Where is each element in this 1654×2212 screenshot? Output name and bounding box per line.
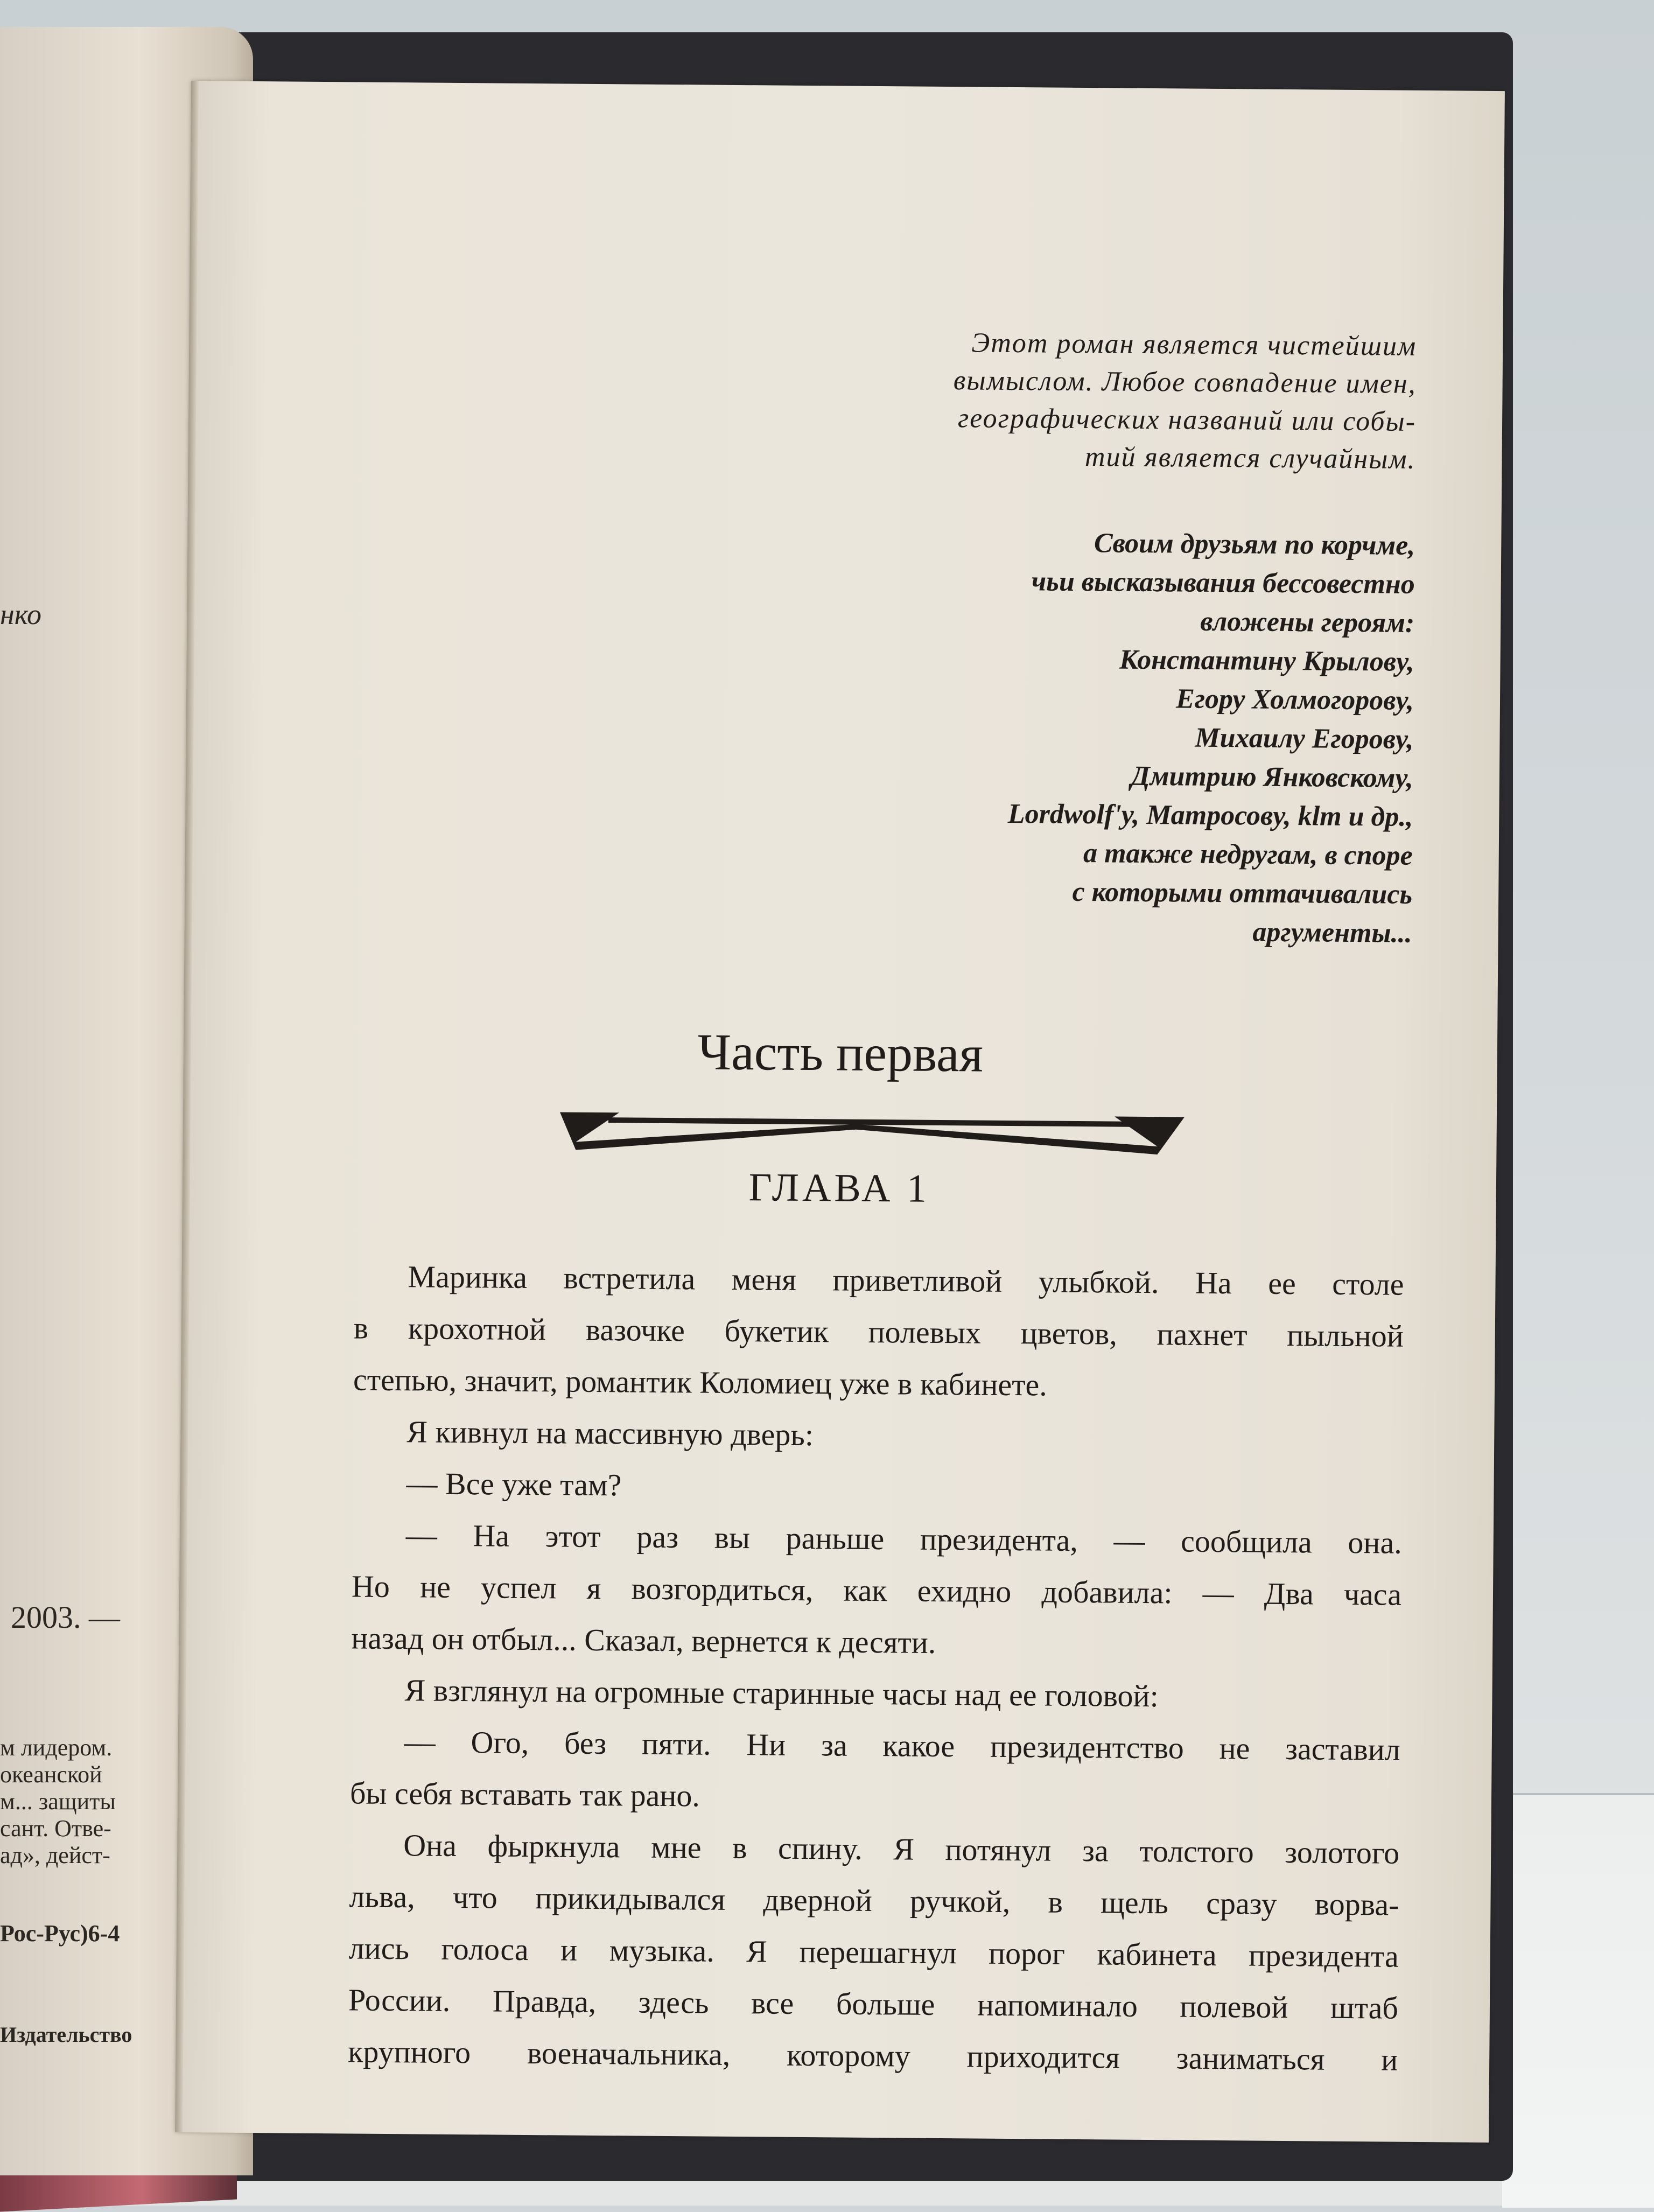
body-line: назад он отбыл... Сказал, вернется к десяти. — [351, 1620, 936, 1660]
body-line: льва, что прикидывался дверной ручкой, в щель сразу ворва- — [349, 1879, 1399, 1922]
left-page-fragment: сант. Отве- — [0, 1815, 111, 1842]
dedication-line: Егору Холмогорову, — [1175, 683, 1414, 716]
dedication-line: с которыми оттачивались — [1072, 876, 1413, 910]
body-line: крупного военачальника, которому приходится заниматься и — [348, 2034, 1398, 2077]
right-page — [175, 81, 1505, 2143]
left-page-fragment: ад», дейст- — [0, 1842, 110, 1868]
dedication-line: Константину Крылову, — [1119, 644, 1414, 677]
left-page-fragment: нко — [0, 598, 41, 631]
left-page-fragment: м лидером. — [0, 1734, 113, 1761]
dedication-line: чьи высказывания бессовестно — [1031, 566, 1415, 600]
chapter-title: ГЛАВА 1 — [748, 1165, 930, 1211]
epigraph-line: вымыслом. Любое совпадение имен, — [953, 365, 1417, 400]
background-shelf — [1502, 1793, 1654, 2208]
left-page-fragment: м... защиты — [0, 1788, 116, 1815]
dedication-line: Дмитрию Янковскому, — [1131, 760, 1414, 794]
body-line: России. Правда, здесь все больше напоминало полевой штаб — [348, 1982, 1399, 2026]
body-line: лись голоса и музыка. Я перешагнул порог кабинета президента — [348, 1930, 1399, 1974]
body-line: Маринка встретила меня приветливой улыбкой. На ее столе — [408, 1259, 1404, 1302]
dedication-line: а также недругам, в споре — [1083, 838, 1413, 871]
dedication-line: Михаилу Егорову, — [1195, 722, 1414, 755]
epigraph-line: Этот роман является чистейшим — [971, 327, 1417, 362]
epigraph-line: тий является случайным. — [1084, 442, 1416, 475]
left-page-fragment: 2003. — — [11, 1600, 120, 1635]
dedication-line: Lordwolf'у, Матросову, klm и др., — [1007, 798, 1413, 832]
left-page-fragment: Издательство — [0, 2022, 132, 2047]
dedication-line: аргументы... — [1252, 916, 1412, 949]
body-line: Но не успел я возгордиться, как ехидно добавила: — Два часа — [351, 1569, 1402, 1612]
left-page-fragment: океанской — [0, 1761, 102, 1788]
part-title: Часть первая — [697, 1023, 984, 1083]
epigraph-line: географических названий или собы- — [957, 403, 1417, 437]
body-line: — Ого, без пяти. Ни за какое президентство не заставил — [404, 1724, 1400, 1767]
body-line: — На этот раз вы раньше президента, — сообщила она. — [405, 1517, 1402, 1560]
left-page-fragment: Рос-Рус)6-4 — [0, 1920, 120, 1947]
body-line: Она фыркнула мне в спину. Я потянул за толстого золотого — [403, 1828, 1400, 1871]
dedication-line: Своим друзьям по корчме, — [1094, 528, 1415, 561]
dedication-line: вложены героям: — [1200, 606, 1415, 639]
body-line: бы себя вставать так рано. — [349, 1775, 700, 1814]
body-line: степью, значит, романтик Коломиец уже в кабинете. — [353, 1362, 1048, 1403]
body-line: Я кивнул на массивную дверь: — [407, 1414, 814, 1453]
body-line: — Все уже там? — [406, 1466, 622, 1503]
body-line: в крохотной вазочке букетик полевых цветов, пахнет пыльной — [353, 1310, 1404, 1354]
ornament-divider — [554, 1096, 1190, 1160]
body-line: Я взглянул на огромные старинные часы над ее головой: — [404, 1672, 1159, 1714]
